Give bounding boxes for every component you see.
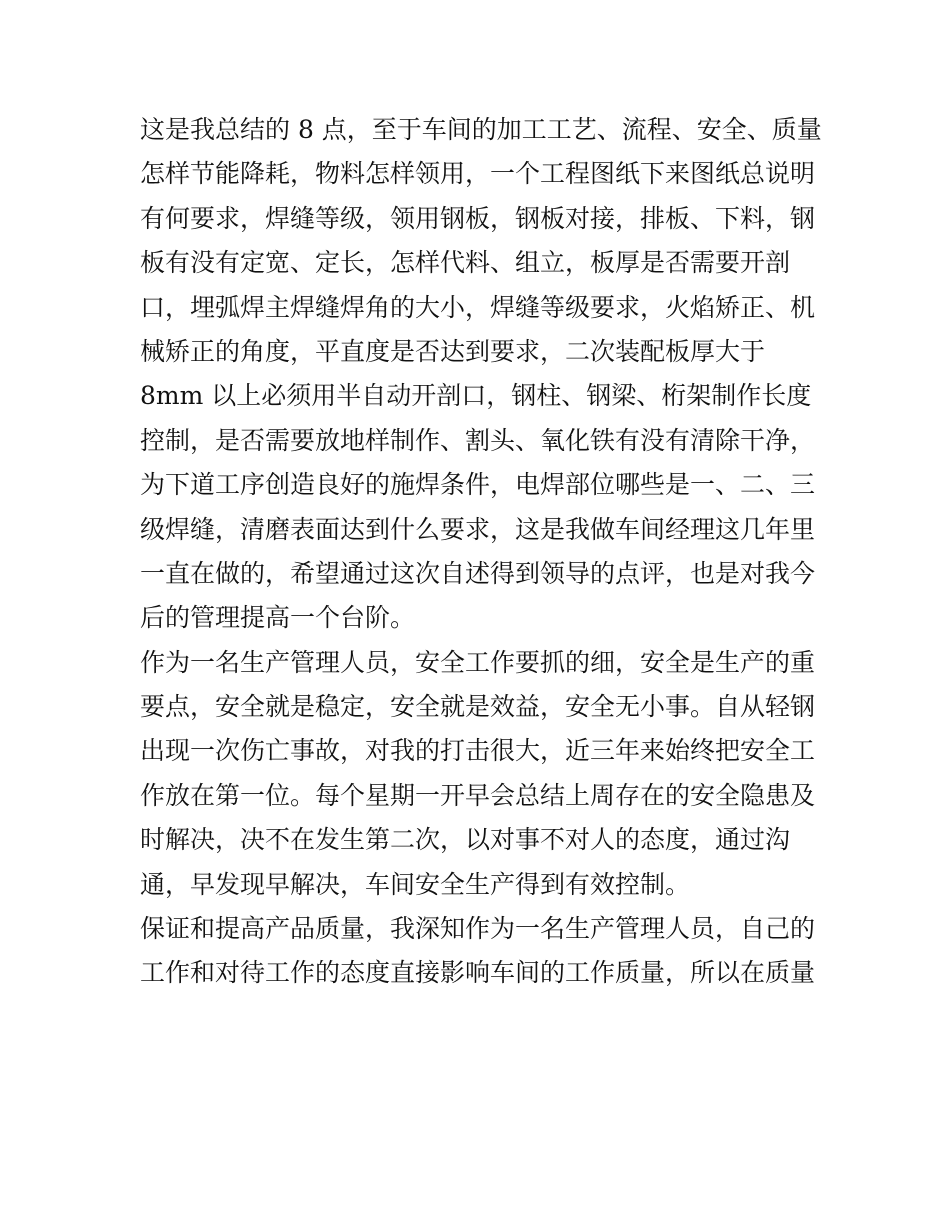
text-line: 怎样节能降耗，物料怎样领用，一个工程图纸下来图纸总说明 [140, 159, 816, 189]
text-line: 作为一名生产管理人员，安全工作要抓的细，安全是生产的重 [140, 647, 816, 677]
text-line: 要点，安全就是稳定，安全就是效益，安全无小事。自从轻钢 [140, 692, 816, 722]
text-line: 后的管理提高一个台阶。 [140, 603, 416, 633]
text-line: 这是我总结的 8 点，至于车间的加工工艺、流程、安全、质量 [140, 115, 822, 144]
text-line: 口，埋弧焊主焊缝焊角的大小，焊缝等级要求，火焰矫正、机 [140, 292, 816, 322]
text-line: 作放在第一位。每个星期一开早会总结上周存在的安全隐患及 [140, 780, 816, 810]
text-line: 控制，是否需要放地样制作、割头、氧化铁有没有清除干净， [140, 425, 816, 455]
text-line: 有何要求，焊缝等级，领用钢板，钢板对接，排板、下料，钢 [140, 203, 816, 233]
text-line: 板有没有定宽、定长，怎样代料、组立，板厚是否需要开剖 [140, 248, 791, 278]
text-line: 械矫正的角度，平直度是否达到要求，二次装配板厚大于 [140, 336, 766, 366]
text-line: 级焊缝，清磨表面达到什么要求，这是我做车间经理这几年里 [140, 514, 816, 544]
text-line: 保证和提高产品质量，我深知作为一名生产管理人员，自己的 [140, 914, 816, 944]
text-line: 时解决，决不在发生第二次，以对事不对人的态度，通过沟 [140, 825, 791, 855]
text-line: 8mm 以上必须用半自动开剖口，钢柱、钢梁、桁架制作长度 [140, 381, 812, 411]
text-line: 一直在做的，希望通过这次自述得到领导的点评，也是对我今 [140, 558, 816, 588]
document-body [140, 108, 830, 996]
text-line: 工作和对待工作的态度直接影响车间的工作质量，所以在质量 [140, 958, 816, 988]
text-line: 出现一次伤亡事故，对我的打击很大，近三年来始终把安全工 [140, 736, 816, 766]
text-line: 为下道工序创造良好的施焊条件，电焊部位哪些是一、二、三 [140, 470, 816, 500]
text-line: 通，早发现早解决，车间安全生产得到有效控制。 [140, 869, 691, 899]
